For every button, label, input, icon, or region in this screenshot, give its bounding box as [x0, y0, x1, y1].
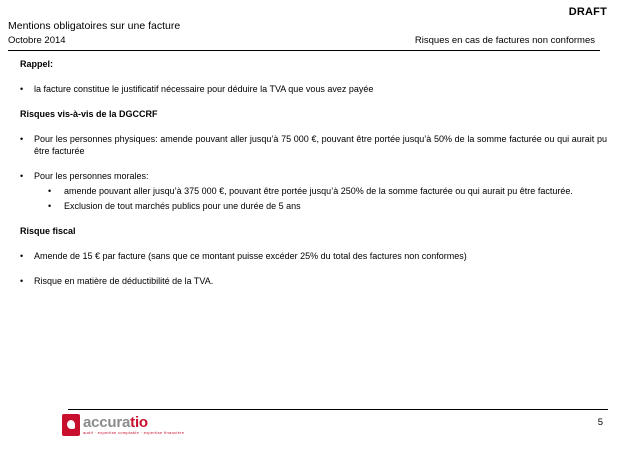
dgccrf-heading: Risques vis-à-vis de la DGCCRF [20, 109, 158, 119]
rappel-text: la facture constitue le justificatif nécessaire pour déduire la TVA que vous avez payée [34, 84, 374, 94]
bullet: • [20, 276, 24, 286]
header-divider [8, 50, 600, 51]
section-title: Risques en cas de factures non conformes [414, 35, 595, 46]
logo-tagline: audit · expertise comptable · expertise financière [83, 430, 185, 435]
sub-list-item [20, 200, 607, 212]
logo-name: accuratio [83, 414, 148, 431]
slide-content [20, 58, 607, 287]
list-item [20, 275, 607, 287]
morales-exclusion-text: Exclusion de tout marchés publics pour une durée de 5 ans [64, 201, 301, 211]
bullet: • [20, 134, 24, 144]
draft-label: DRAFT [568, 6, 607, 18]
bullet: • [20, 84, 24, 94]
fiscal-heading: Risque fiscal [20, 226, 76, 236]
page-number: 5 [597, 417, 603, 428]
logo-mark-icon [62, 414, 80, 436]
list-item [20, 170, 607, 182]
physiques-text: Pour les personnes physiques: amende pouvant aller jusqu’à 75 000 €, pouvant être portée jusqu’à 50% de la somme facturée ou qui aurait pu être facturée [34, 134, 607, 156]
list-item [20, 83, 607, 95]
sub-list-item [20, 185, 607, 197]
fiscal-amende-text: Amende de 15 € par facture (sans que ce montant puisse excéder 25% du total des factures non conformes) [34, 251, 467, 261]
document-date: Octobre 2014 [8, 35, 66, 46]
company-logo [62, 414, 184, 436]
list-item [20, 133, 607, 157]
bullet: • [20, 251, 24, 261]
bullet: • [48, 186, 52, 196]
document-title: Mentions obligatoires sur une facture [8, 20, 181, 32]
bullet: • [20, 171, 24, 181]
fiscal-tva-text: Risque en matière de déductibilité de la TVA. [34, 276, 214, 286]
footer-divider [68, 409, 608, 410]
bullet: • [48, 201, 52, 211]
morales-text: Pour les personnes morales: [34, 171, 149, 181]
morales-amende-text: amende pouvant aller jusqu’à 375 000 €, pouvant être portée jusqu’à 250% de la somme facturée ou qui aurait pu être facturée. [64, 186, 573, 196]
list-item [20, 250, 607, 262]
rappel-heading: Rappel: [20, 59, 54, 69]
